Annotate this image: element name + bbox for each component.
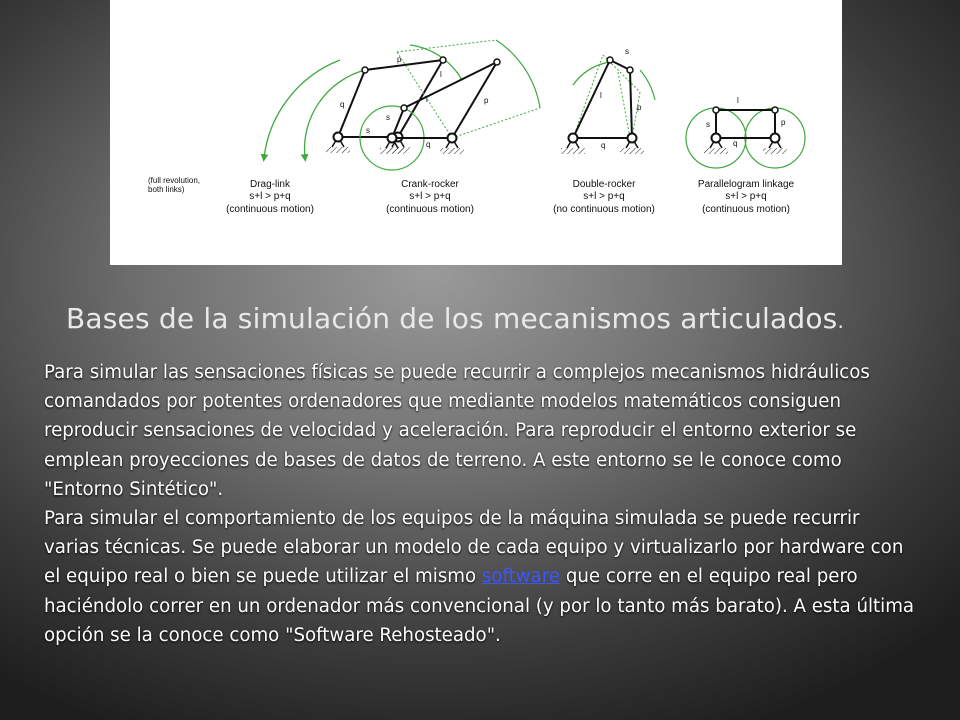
- label-q: q: [733, 139, 738, 148]
- rocker-arc: [640, 70, 655, 100]
- pivot-joint: [771, 134, 780, 143]
- link-p: [630, 70, 632, 138]
- pivot-joint: [713, 107, 719, 113]
- label-p: p: [397, 55, 402, 64]
- diagram-title: Parallelogram linkage: [697, 179, 795, 190]
- label-q: q: [340, 100, 345, 109]
- label-s: s: [366, 126, 370, 135]
- label-s: s: [625, 47, 629, 56]
- paragraph-2-lead: Para simular el comportamiento de los equipos de la máquina simulada se puede recurrir varias técnicas. Se puede elaborar un modelo de cada equipo y virtualizarlo por hardware con el equipo real o bien se puede utilizar el mismo: [44, 508, 904, 588]
- diagram-title: Crank-rocker: [401, 179, 459, 190]
- pivot-joint: [440, 57, 446, 63]
- slide-body: [44, 358, 920, 650]
- ground-hatch: [326, 147, 350, 153]
- motion-note: (full revolution,: [148, 176, 201, 185]
- label-p: p: [637, 103, 642, 112]
- link-p: [365, 60, 443, 70]
- label-l: l: [737, 96, 739, 105]
- label-q: q: [426, 140, 431, 149]
- diagram-condition: s+l > p+q: [409, 191, 451, 202]
- parallelogram-diagram: [686, 96, 805, 215]
- diagram-condition: s+l > p+q: [725, 191, 767, 202]
- diagram-motion: (continuous motion): [702, 204, 790, 215]
- pivot-joint: [712, 134, 721, 143]
- diagram-motion: (continuous motion): [226, 204, 314, 215]
- pivot-joint: [401, 105, 407, 111]
- rocker-arc: [496, 40, 540, 108]
- paragraph-2-tail: que corre en el equipo real pero haciéndolo correr en un ordenador más convencional (y por lo tanto más barato). A esta última opción se la conoce como "Software Rehosteado".: [44, 566, 915, 646]
- diagram-motion: (no continuous motion): [553, 204, 655, 215]
- linkage-figure: [110, 0, 842, 265]
- body-paragraph-1: Para simular las sensaciones físicas se puede recurrir a complejos mecanismos hidráulicos comandados por potentes ordenadores que mediante modelos matemáticos consiguen reproducir sensaciones de velocidad y aceleración. Para reproducir el entorno exterior se emplean proyecciones de bases de datos de terreno. A este entorno se le conoce como "Entorno Sintético".: [44, 362, 870, 500]
- label-l: l: [440, 70, 442, 79]
- pivot-joint: [627, 67, 633, 73]
- body-paragraph-2: [44, 504, 920, 650]
- pivot-joint: [362, 67, 368, 73]
- label-s: s: [386, 113, 390, 122]
- diagram-title: Double-rocker: [572, 179, 636, 190]
- pivot-joint: [388, 134, 397, 143]
- link-l: [398, 60, 443, 137]
- double-rocker-diagram: [553, 47, 655, 215]
- diagram-condition: s+l > p+q: [249, 191, 291, 202]
- diagram-title: Drag-link: [249, 179, 291, 190]
- slide-title: [66, 302, 926, 335]
- diagram-condition: s+l > p+q: [583, 191, 625, 202]
- pivot-joint: [494, 59, 500, 65]
- pivot-joint: [772, 107, 778, 113]
- link-l: [573, 60, 610, 138]
- motion-note: both links): [148, 185, 185, 194]
- label-q: q: [601, 141, 606, 150]
- slide-title-period: .: [837, 309, 845, 333]
- pivot-joint: [334, 133, 343, 142]
- label-s: s: [706, 120, 710, 129]
- pivot-joint: [569, 134, 578, 143]
- slide-title-text: Bases de la simulación de los mecanismos articulados: [66, 302, 838, 335]
- label-p: p: [781, 118, 786, 127]
- pivot-joint: [628, 134, 637, 143]
- label-p: p: [484, 96, 489, 105]
- pivot-joint: [607, 57, 613, 63]
- motion-path-arc: [264, 60, 340, 158]
- label-l: l: [600, 91, 602, 100]
- software-link[interactable]: software: [481, 566, 561, 588]
- motion-path-arc: [305, 70, 365, 158]
- pivot-joint: [448, 134, 457, 143]
- diagram-motion: (continuous motion): [386, 204, 474, 215]
